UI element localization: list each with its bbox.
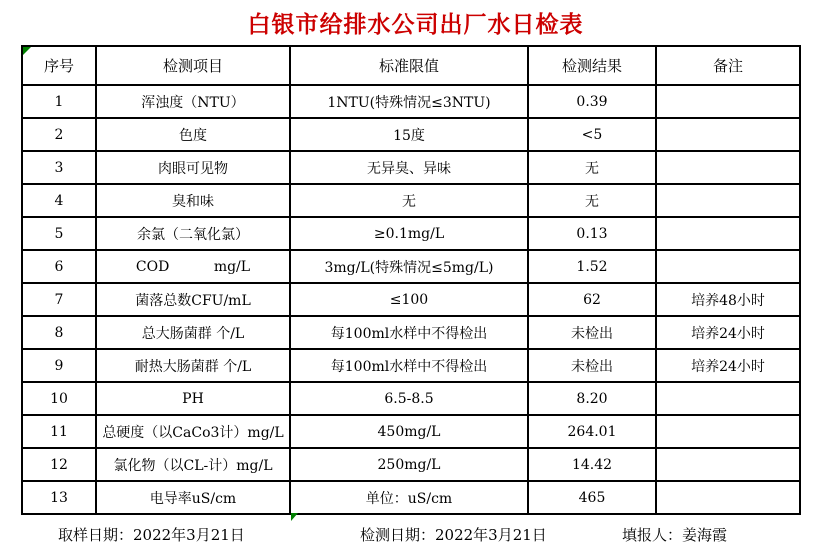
cell-standard-limit: ≥0.1mg/L (290, 217, 528, 250)
cell-test-item: 总硬度（以CaCo3计）mg/L (96, 415, 290, 448)
cell-standard-limit: 每100ml水样中不得检出 (290, 316, 528, 349)
daily-check-table (21, 45, 801, 515)
cell-standard-limit: 无 (290, 184, 528, 217)
cell-test-result: 无 (528, 151, 656, 184)
cell-serial-number: 11 (22, 415, 96, 448)
cell-serial-number: 10 (22, 382, 96, 415)
table-row (22, 349, 800, 382)
cell-test-item: 余氯（二氧化氯） (96, 217, 290, 250)
cell-test-result: 465 (528, 481, 656, 514)
table-row (22, 316, 800, 349)
cell-remarks: 培养48小时 (656, 283, 800, 316)
reporter-label: 填报人：姜海霞 (622, 526, 728, 544)
cell-standard-limit: 3mg/L(特殊情况≤5mg/L) (290, 250, 528, 283)
cell-test-item: 总大肠菌群 个/L (96, 316, 290, 349)
cell-serial-number: 7 (22, 283, 96, 316)
table-row (22, 184, 800, 217)
cell-test-result: <5 (528, 118, 656, 151)
cell-serial-number: 6 (22, 250, 96, 283)
cell-remarks (656, 250, 800, 283)
cell-test-result: 未检出 (528, 316, 656, 349)
cell-serial-number: 1 (22, 85, 96, 118)
cell-serial-number: 3 (22, 151, 96, 184)
cell-remarks (656, 481, 800, 514)
cell-serial-number: 5 (22, 217, 96, 250)
cell-standard-limit: 每100ml水样中不得检出 (290, 349, 528, 382)
cell-remarks (656, 448, 800, 481)
cell-standard-limit: ≤100 (290, 283, 528, 316)
header-test-item: 检测项目 (96, 46, 290, 85)
cell-test-result: 8.20 (528, 382, 656, 415)
cell-serial-number: 13 (22, 481, 96, 514)
table-row (22, 85, 800, 118)
page-title: 白银市给排水公司出厂水日检表 (247, 11, 584, 38)
table-row (22, 118, 800, 151)
cell-serial-number: 9 (22, 349, 96, 382)
table-body (22, 85, 800, 514)
cell-remarks (656, 151, 800, 184)
cell-test-item: 电导率uS/cm (96, 481, 290, 514)
header-test-result: 检测结果 (528, 46, 656, 85)
cell-remarks (656, 382, 800, 415)
cell-test-result: 未检出 (528, 349, 656, 382)
cell-test-item: 耐热大肠菌群 个/L (96, 349, 290, 382)
cell-standard-limit: 450mg/L (290, 415, 528, 448)
cell-test-result: 62 (528, 283, 656, 316)
table-row (22, 382, 800, 415)
cell-test-item: 氯化物（以CL-计）mg/L (96, 448, 290, 481)
testing-date-label: 检测日期：2022年3月21日 (360, 526, 547, 544)
table-row (22, 448, 800, 481)
cell-test-result: 1.52 (528, 250, 656, 283)
table-row (22, 250, 800, 283)
cell-test-item: 臭和味 (96, 184, 290, 217)
cell-standard-limit: 250mg/L (290, 448, 528, 481)
cell-test-item: PH (96, 382, 290, 415)
header-standard-limit: 标准限值 (290, 46, 528, 85)
cell-test-result: 无 (528, 184, 656, 217)
cell-standard-limit: 6.5-8.5 (290, 382, 528, 415)
table-row (22, 481, 800, 514)
cell-test-result: 0.13 (528, 217, 656, 250)
cell-serial-number: 2 (22, 118, 96, 151)
cell-remarks: 培养24小时 (656, 316, 800, 349)
cell-serial-number: 8 (22, 316, 96, 349)
cell-remarks (656, 85, 800, 118)
cell-remarks (656, 184, 800, 217)
table-row (22, 283, 800, 316)
cell-serial-number: 12 (22, 448, 96, 481)
cell-serial-number: 4 (22, 184, 96, 217)
header-serial-number: 序号 (22, 46, 96, 85)
cell-standard-limit: 1NTU(特殊情况≤3NTU) (290, 85, 528, 118)
table-row (22, 151, 800, 184)
cell-remarks: 培养24小时 (656, 349, 800, 382)
cell-test-item: 色度 (96, 118, 290, 151)
cell-test-result: 264.01 (528, 415, 656, 448)
sampling-date-label: 取样日期：2022年3月21日 (58, 526, 245, 544)
cell-test-item: 肉眼可见物 (96, 151, 290, 184)
cell-test-item: COD mg/L (96, 250, 290, 283)
cell-remarks (656, 217, 800, 250)
cell-standard-limit: 15度 (290, 118, 528, 151)
cell-test-item: 菌落总数CFU/mL (96, 283, 290, 316)
cell-remarks (656, 118, 800, 151)
cell-remarks (656, 415, 800, 448)
cell-standard-limit: 无异臭、异味 (290, 151, 528, 184)
cell-test-item: 浑浊度（NTU） (96, 85, 290, 118)
table-header-row (22, 46, 800, 85)
table-row (22, 217, 800, 250)
cell-test-result: 0.39 (528, 85, 656, 118)
table-row (22, 415, 800, 448)
cell-test-result: 14.42 (528, 448, 656, 481)
header-remarks: 备注 (656, 46, 800, 85)
cell-standard-limit: 单位：uS/cm (290, 481, 528, 514)
